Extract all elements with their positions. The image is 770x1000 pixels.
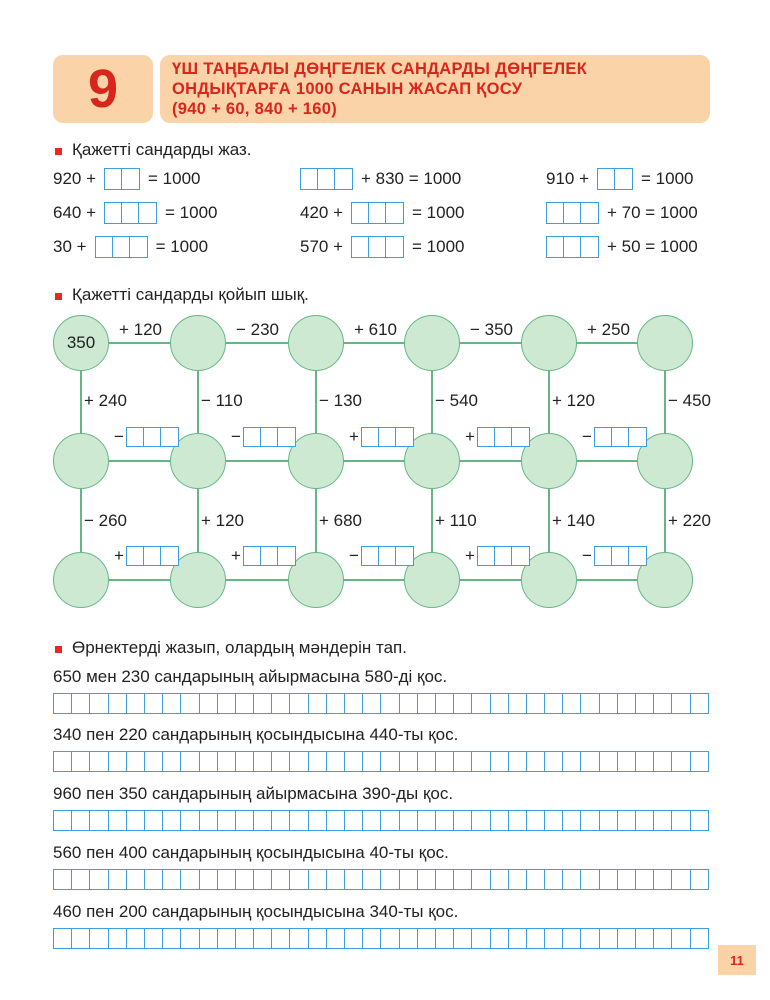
- vertical-operation: − 130: [319, 391, 363, 410]
- answer-input-cells[interactable]: [243, 546, 296, 566]
- answer-input-cells[interactable]: [300, 168, 353, 190]
- equation: [300, 166, 461, 192]
- equation-suffix: + 50 = 1000: [607, 237, 698, 256]
- expression-prompt: 560 пен 400 сандарының қосындысына 40-ты қос.: [53, 843, 449, 862]
- equation: [300, 234, 465, 260]
- answer-circle[interactable]: [637, 315, 693, 371]
- operation-sign: −: [582, 546, 592, 565]
- operation-sign: −: [114, 427, 124, 446]
- equation-prefix: 920 +: [53, 169, 97, 188]
- equation-suffix: = 1000: [165, 203, 218, 222]
- operation-sign: −: [231, 427, 241, 446]
- operation-sign: −: [349, 546, 359, 565]
- equation-suffix: + 70 = 1000: [607, 203, 698, 222]
- equation-prefix: 640 +: [53, 203, 97, 222]
- answer-circle[interactable]: [53, 433, 109, 489]
- answer-circle[interactable]: [404, 315, 460, 371]
- operation-input: [114, 546, 179, 566]
- vertical-operation: − 260: [84, 511, 128, 530]
- lesson-title-box: [160, 55, 710, 123]
- expression-prompt: 460 пен 200 сандарының қосындысына 340-ты қос.: [53, 902, 459, 921]
- connector-line: [81, 342, 665, 344]
- start-value: 350: [66, 333, 96, 352]
- bullet-icon: [55, 646, 62, 653]
- answer-input-cells[interactable]: [351, 202, 404, 224]
- answer-input-cells[interactable]: [594, 427, 647, 447]
- vertical-operation: + 110: [435, 511, 477, 530]
- equation: [53, 200, 218, 226]
- answer-strip[interactable]: [53, 869, 709, 890]
- task2-instruction: Қажетті сандарды қойып шық.: [72, 285, 309, 304]
- operation-input: [231, 427, 296, 447]
- operation-sign: +: [465, 427, 475, 446]
- vertical-operation: + 120: [201, 511, 245, 530]
- connector-line: [81, 579, 665, 581]
- vertical-operation: + 680: [319, 511, 363, 530]
- equation-suffix: = 1000: [412, 237, 465, 256]
- answer-input-cells[interactable]: [597, 168, 633, 190]
- vertical-operation: + 120: [552, 391, 596, 410]
- page-number: 11: [718, 945, 756, 975]
- answer-input-cells[interactable]: [243, 427, 296, 447]
- operation-input: [114, 427, 179, 447]
- task1-instruction: Қажетті сандарды жаз.: [72, 140, 252, 159]
- answer-input-cells[interactable]: [361, 546, 414, 566]
- lesson-title-line: (940 + 60, 840 + 160): [172, 100, 338, 118]
- answer-input-cells[interactable]: [361, 427, 414, 447]
- top-operation: + 610: [354, 320, 398, 339]
- equation-suffix: = 1000: [641, 169, 694, 188]
- answer-input-cells[interactable]: [351, 236, 404, 258]
- operation-input: [465, 427, 530, 447]
- equation-prefix: 30 +: [53, 237, 87, 256]
- vertical-operation: + 240: [84, 391, 128, 410]
- equation: [546, 166, 694, 192]
- operation-sign: +: [465, 546, 475, 565]
- answer-input-cells[interactable]: [104, 168, 140, 190]
- answer-circle[interactable]: [288, 552, 344, 608]
- expression-prompt: 650 мен 230 сандарының айырмасына 580-ді қос.: [53, 667, 448, 686]
- answer-input-cells[interactable]: [546, 236, 599, 258]
- operation-sign: +: [231, 546, 241, 565]
- answer-input-cells[interactable]: [477, 427, 530, 447]
- connector-line: [81, 460, 665, 462]
- vertical-operation: − 540: [435, 391, 479, 410]
- top-operation: − 350: [470, 320, 514, 339]
- equation-prefix: 910 +: [546, 169, 590, 188]
- lesson-title-line: ҮШ ТАҢБАЛЫ ДӨҢГЕЛЕК САНДАРДЫ ДӨҢГЕЛЕК: [172, 60, 588, 78]
- operation-input: [465, 546, 530, 566]
- lesson-title-line: ОНДЫҚТАРҒА 1000 САНЫН ЖАСАП ҚОСУ: [172, 80, 523, 98]
- answer-circle[interactable]: [288, 315, 344, 371]
- answer-circle[interactable]: [521, 315, 577, 371]
- equation-suffix: + 830 = 1000: [361, 169, 462, 188]
- expression-prompt: 960 пен 350 сандарының айырмасына 390-ды қос.: [53, 784, 454, 803]
- answer-input-cells[interactable]: [126, 427, 179, 447]
- answer-strip[interactable]: [53, 693, 709, 714]
- answer-circle[interactable]: [53, 552, 109, 608]
- top-operation: + 250: [587, 320, 631, 339]
- bullet-icon: [55, 148, 62, 155]
- answer-input-cells[interactable]: [126, 546, 179, 566]
- equation-suffix: = 1000: [412, 203, 465, 222]
- answer-input-cells[interactable]: [95, 236, 148, 258]
- answer-input-cells[interactable]: [104, 202, 157, 224]
- start-circle: [53, 315, 109, 371]
- answer-strip[interactable]: [53, 810, 709, 831]
- operation-sign: +: [349, 427, 359, 446]
- answer-input-cells[interactable]: [546, 202, 599, 224]
- expression-prompt: 340 пен 220 сандарының қосындысына 440-ты қос.: [53, 725, 459, 744]
- equation-suffix: = 1000: [155, 237, 209, 256]
- operation-input: [349, 427, 414, 447]
- equation-prefix: 570 +: [300, 237, 344, 256]
- bullet-icon: [55, 293, 62, 300]
- vertical-operation: + 220: [668, 511, 712, 530]
- task3-instruction: Өрнектерді жазып, олардың мәндерін тап.: [72, 638, 407, 657]
- lesson-number-badge: [53, 55, 153, 123]
- equation: [546, 200, 698, 226]
- operation-input: [231, 546, 296, 566]
- equation: [546, 234, 698, 260]
- answer-input-cells[interactable]: [477, 546, 530, 566]
- answer-circle[interactable]: [288, 433, 344, 489]
- vertical-operation: + 140: [552, 511, 596, 530]
- operation-input: [582, 427, 647, 447]
- operation-sign: −: [582, 427, 592, 446]
- operation-input: [349, 546, 414, 566]
- top-operation: − 230: [236, 320, 280, 339]
- equation: [53, 166, 201, 192]
- equation-prefix: 420 +: [300, 203, 344, 222]
- answer-input-cells[interactable]: [594, 546, 647, 566]
- answer-circle[interactable]: [170, 315, 226, 371]
- equation: [300, 200, 465, 226]
- operation-sign: +: [114, 546, 124, 565]
- equation-suffix: = 1000: [148, 169, 201, 188]
- answer-strip[interactable]: [53, 928, 709, 949]
- vertical-operation: − 110: [201, 391, 243, 410]
- vertical-operation: − 450: [668, 391, 712, 410]
- lesson-number: 9: [87, 59, 119, 119]
- operation-input: [582, 546, 647, 566]
- answer-strip[interactable]: [53, 751, 709, 772]
- equation: [53, 234, 208, 260]
- top-operation: + 120: [119, 320, 163, 339]
